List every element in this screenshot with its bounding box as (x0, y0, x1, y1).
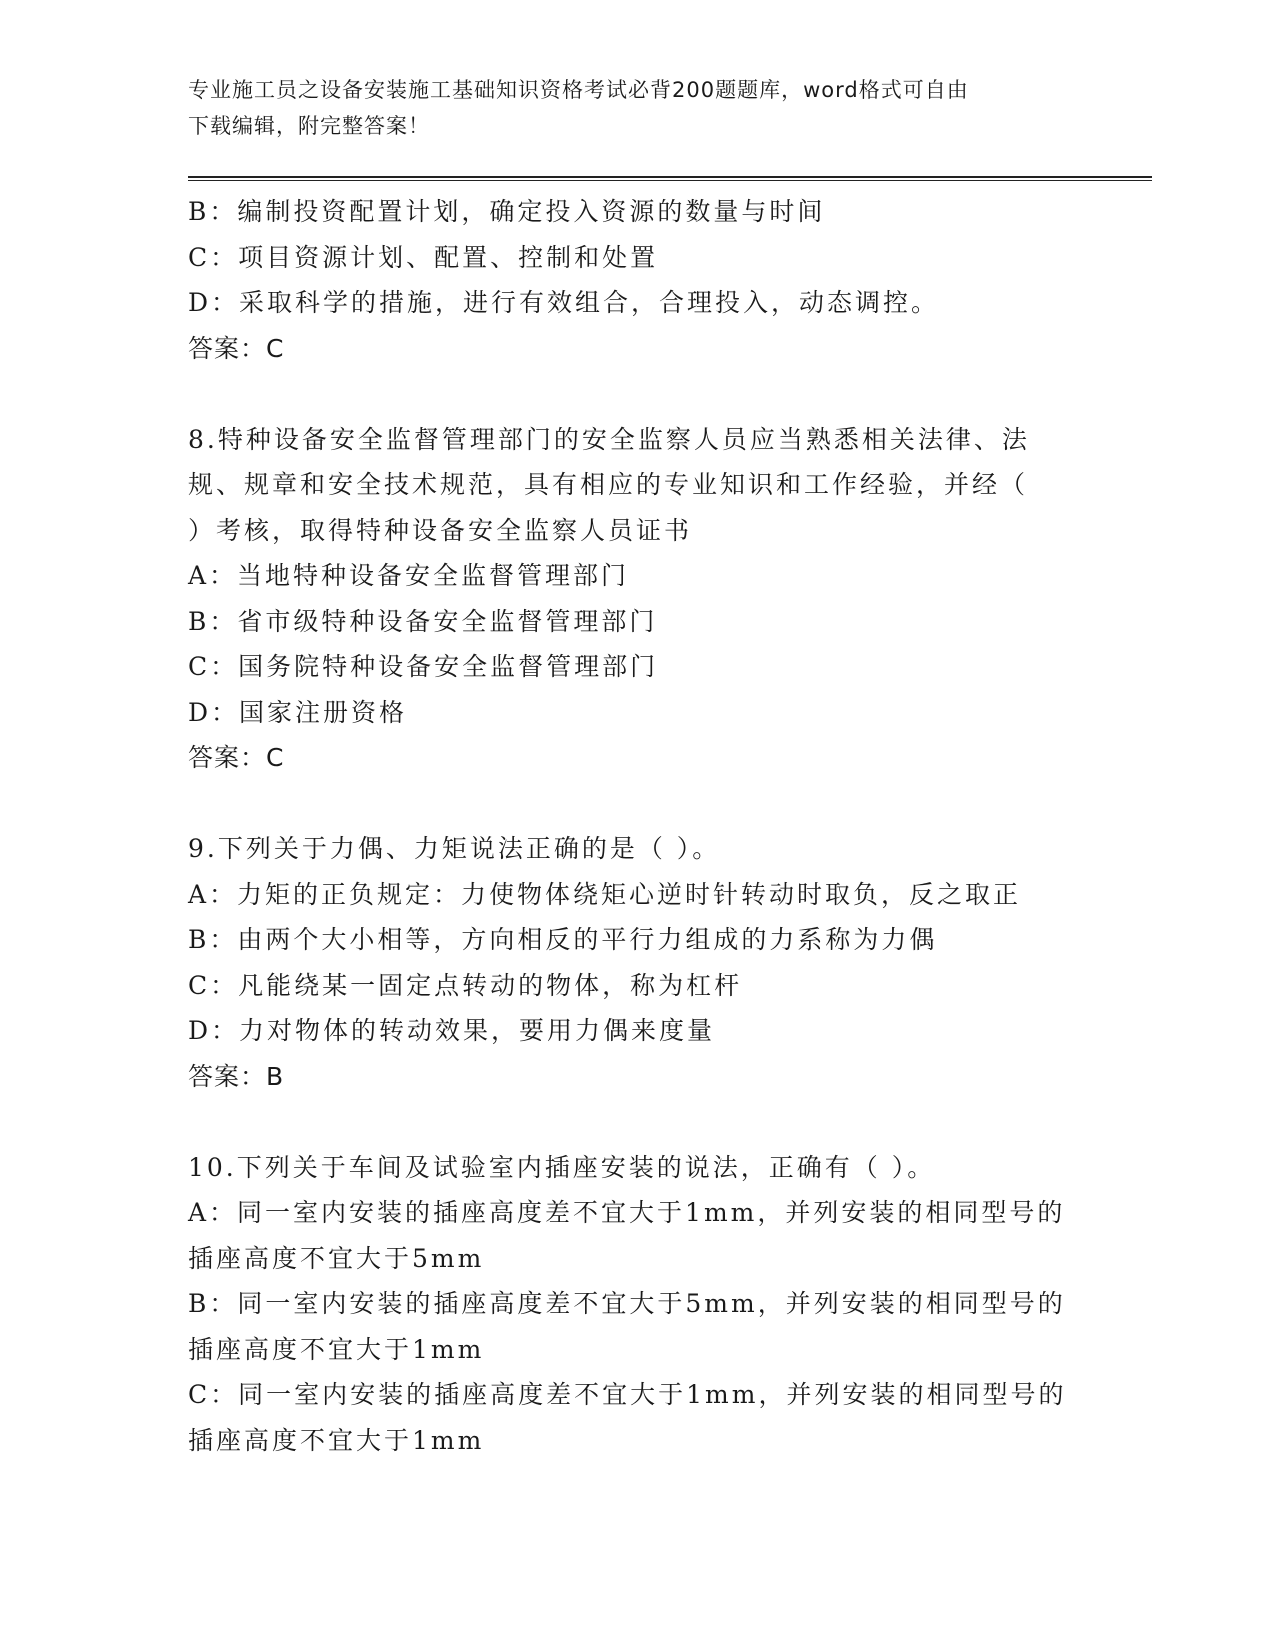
question-7-continued (188, 189, 1088, 371)
question-stem: 10.下列关于车间及试验室内插座安装的说法，正确有（ ）。 (188, 1152, 936, 1182)
option-d: D：力对物体的转动效果，要用力偶来度量 (188, 1016, 716, 1045)
question-stem: ）考核，取得特种设备安全监察人员证书 (188, 515, 693, 545)
document-body (188, 189, 1088, 1463)
question-8 (188, 417, 1088, 781)
option-b-continued: 插座高度不宜大于1mm (188, 1334, 485, 1364)
option-a: A：同一室内安装的插座高度差不宜大于1mm，并列安装的相同型号的 (188, 1198, 1066, 1227)
option-b: B：省市级特种设备安全监督管理部门 (188, 606, 658, 636)
answer: 答案：C (188, 743, 285, 772)
option-c: C：凡能绕某一固定点转动的物体，称为杠杆 (188, 970, 743, 1000)
question-10 (188, 1145, 1088, 1464)
option-b: B：由两个大小相等，方向相反的平行力组成的力系称为力偶 (188, 925, 938, 954)
question-stem: 9.下列关于力偶、力矩说法正确的是（ ）。 (188, 834, 721, 863)
answer: 答案：B (188, 1061, 285, 1091)
option-d: D：国家注册资格 (188, 697, 408, 727)
question-stem: 8.特种设备安全监督管理部门的安全监察人员应当熟悉相关法律、法 (188, 424, 1030, 454)
option-a: A：当地特种设备安全监督管理部门 (188, 561, 630, 590)
page-header: 专业施工员之设备安装施工基础知识资格考试必背200题题库，word格式可自由 下载编辑，附完整答案！ (188, 78, 969, 138)
option-c: C：国务院特种设备安全监督管理部门 (188, 652, 659, 681)
option-c: C：同一室内安装的插座高度差不宜大于1mm，并列安装的相同型号的 (188, 1380, 1067, 1409)
option-c: C：项目资源计划、配置、控制和处置 (188, 242, 659, 272)
answer: 答案：C (188, 333, 285, 363)
option-d: D：采取科学的措施，进行有效组合，合理投入，动态调控。 (188, 288, 940, 317)
option-b: B：同一室内安装的插座高度差不宜大于5mm，并列安装的相同型号的 (188, 1289, 1066, 1318)
header-divider (188, 176, 1152, 181)
option-b: B：编制投资配置计划，确定投入资源的数量与时间 (188, 197, 826, 226)
option-c-continued: 插座高度不宜大于1mm (188, 1425, 485, 1455)
option-a-continued: 插座高度不宜大于5mm (188, 1243, 485, 1273)
question-9 (188, 826, 1088, 1099)
question-stem: 规、规章和安全技术规范，具有相应的专业知识和工作经验，并经（ (188, 470, 1029, 499)
option-a: A：力矩的正负规定：力使物体绕矩心逆时针转动时取负，反之取正 (188, 879, 1022, 909)
